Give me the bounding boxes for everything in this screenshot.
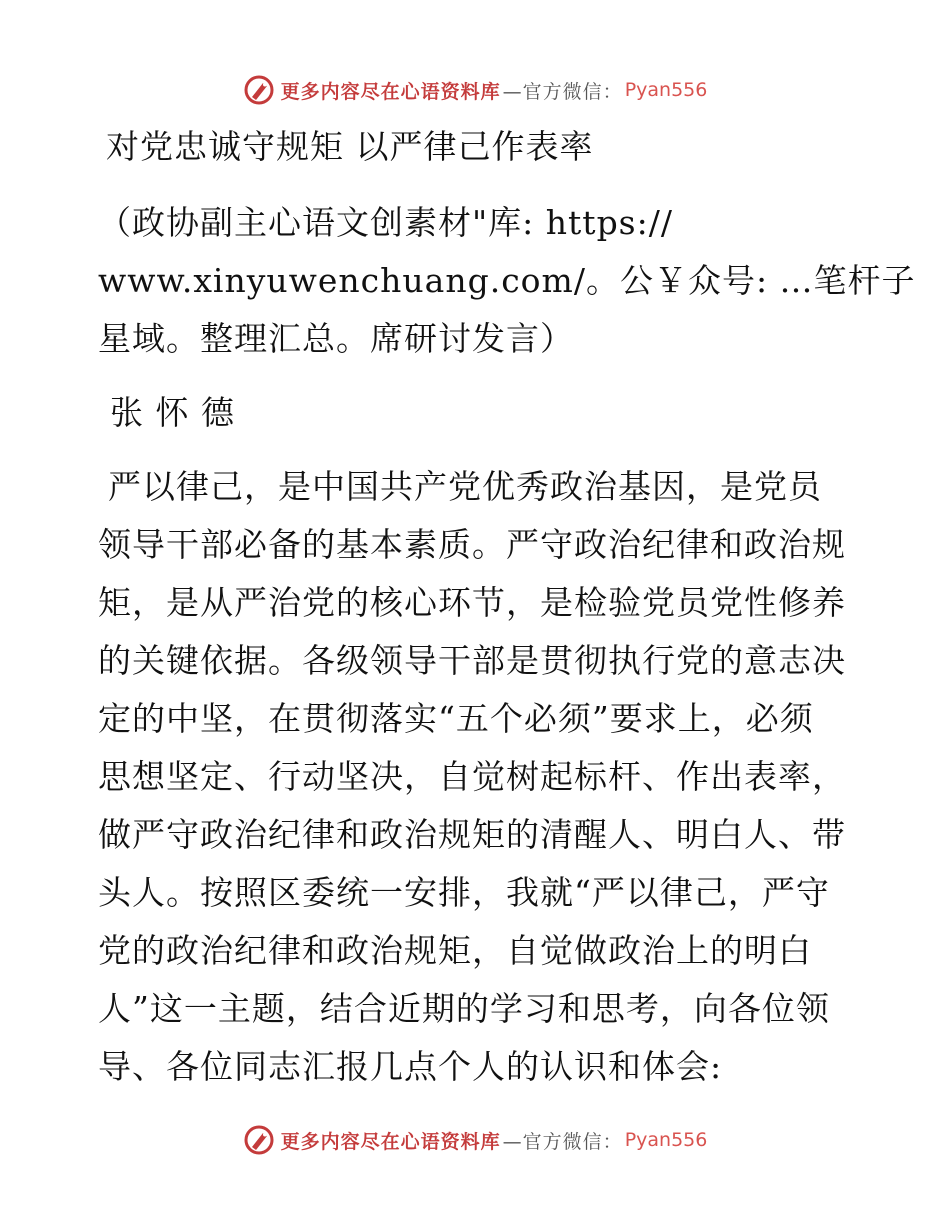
source-note-line-2: www.xinyuwenchuang.com/。公￥众号: …笔杆子: [98, 261, 916, 300]
watermark-separator-text: —官方微信：: [502, 1130, 623, 1153]
body-line: 人”这一主题，结合近期的学习和思考，向各位领: [98, 989, 830, 1028]
watermark-handle: Pyan556: [624, 1129, 708, 1151]
source-note-line-1: （政协副主心语文创素材"库: https://: [98, 203, 673, 242]
body-line: 思想坚定、行动坚决，自觉树起标杆、作出表率，: [98, 757, 846, 796]
body-line: 严以律己，是中国共产党优秀政治基因，是党员: [108, 467, 822, 506]
watermark-separator-text: —官方微信：: [502, 80, 623, 103]
body-line: 做严守政治纪律和政治规矩的清醒人、明白人、带: [98, 815, 846, 854]
document-title: 对党忠诚守规矩 以严律己作表率: [106, 127, 594, 166]
pen-logo-icon: [243, 74, 275, 106]
body-line: 定的中坚，在贯彻落实“五个必须”要求上，必须: [98, 699, 814, 738]
body-line: 领导干部必备的基本素质。严守政治纪律和政治规: [98, 525, 846, 564]
watermark-main-text: 更多内容尽在心语资料库: [280, 1130, 501, 1153]
author-name: 张 怀 德: [110, 393, 235, 432]
header-watermark: [0, 70, 950, 110]
body-line: 头人。按照区委统一安排，我就“严以律己，严守: [98, 873, 830, 912]
pen-logo-icon: [243, 1124, 275, 1156]
watermark-main-text: 更多内容尽在心语资料库: [280, 80, 501, 103]
body-line: 矩，是从严治党的核心环节，是检验党员党性修养: [98, 583, 846, 622]
footer-watermark: [0, 1120, 950, 1160]
source-note-line-3: 星域。整理汇总。席研讨发言）: [98, 319, 574, 358]
body-line: 导、各位同志汇报几点个人的认识和体会:: [98, 1047, 723, 1086]
body-line: 的关键依据。各级领导干部是贯彻执行党的意志决: [98, 641, 846, 680]
body-line: 党的政治纪律和政治规矩，自觉做政治上的明白: [98, 931, 812, 970]
watermark-handle: Pyan556: [624, 79, 708, 101]
